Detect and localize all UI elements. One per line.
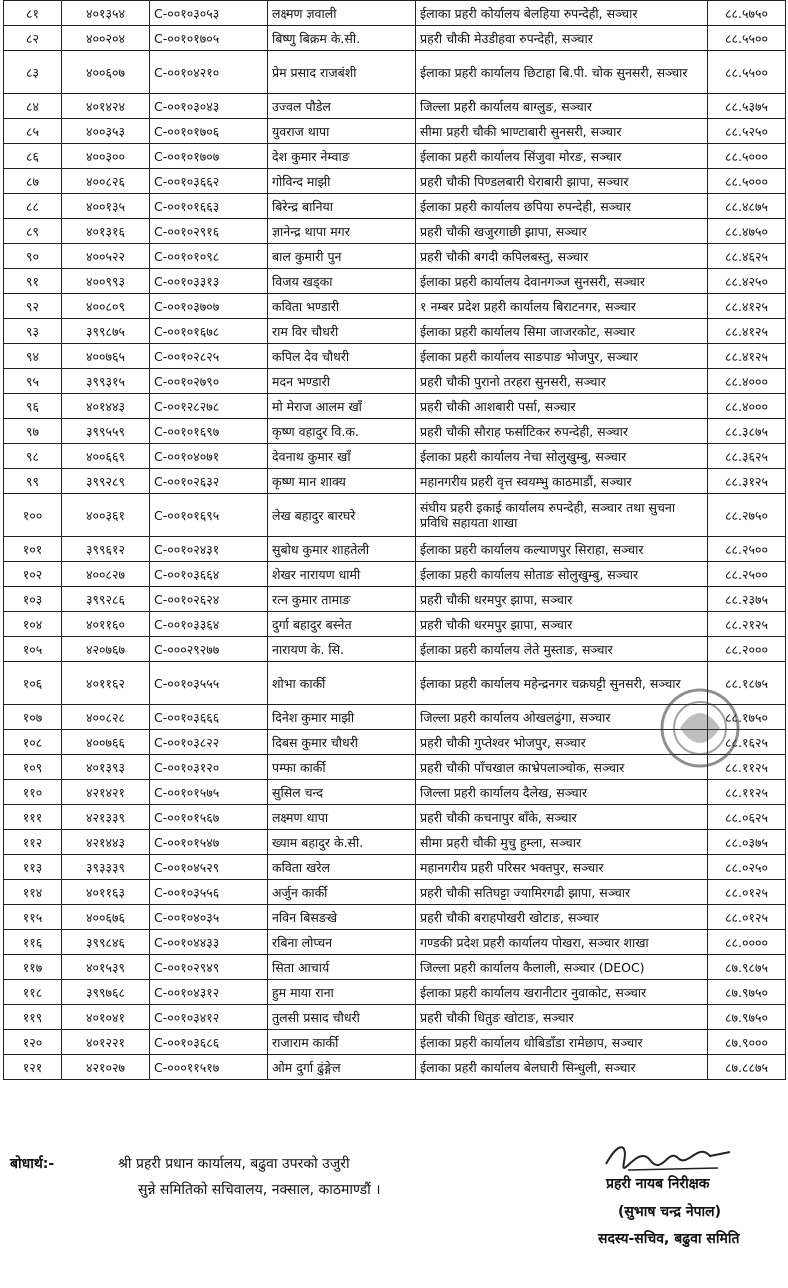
cell-office: ईलाका प्रहरी कार्यालय छिटाहा बि.पी. चोक सुनसरी, सञ्चार (416, 51, 708, 94)
cell-score: ८८.४७५० (708, 219, 786, 244)
cell-serial: १०३ (4, 587, 62, 612)
cell-employee-number: ४०११६२ (62, 662, 150, 705)
cell-score: ८८.४००० (708, 369, 786, 394)
cell-code: C-००१०१७०६ (150, 119, 268, 144)
cell-employee-number: ३९९६१२ (62, 537, 150, 562)
cell-office: ईलाका प्रहरी कार्यालय महेन्द्रनगर चक्रघट्टी सुनसरी, सञ्चार (416, 662, 708, 705)
cell-score: ८८.११२५ (708, 780, 786, 805)
cell-name: कृष्ण वहादुर वि.क. (268, 419, 416, 444)
table-row (4, 51, 786, 94)
cell-score: ८८.२७५० (708, 494, 786, 537)
cell-code: C-०००११५१७ (150, 1055, 268, 1080)
table-row (4, 1030, 786, 1055)
cell-code: C-००१०१०९८ (150, 244, 268, 269)
cell-serial: ८२ (4, 26, 62, 51)
cell-score: ८८.०२५० (708, 855, 786, 880)
cell-employee-number: ४००८२८ (62, 705, 150, 730)
cell-office: जिल्ला प्रहरी कार्यालय बाग्लुङ, सञ्चार (416, 94, 708, 119)
table-row (4, 469, 786, 494)
cell-score: ८८.०१२५ (708, 880, 786, 905)
cell-name: लेख बहादुर बारघरे (268, 494, 416, 537)
cell-code: C-००१०१५४७ (150, 830, 268, 855)
cell-score: ८८.३१२५ (708, 469, 786, 494)
cell-name: ज्ञानेन्द्र थापा मगर (268, 219, 416, 244)
cell-office: प्रहरी चौकी खजुरगाछी झापा, सञ्चार (416, 219, 708, 244)
cell-code: C-००१०१७०५ (150, 26, 268, 51)
cell-name: युवराज थापा (268, 119, 416, 144)
cell-employee-number: ३९९२८९ (62, 469, 150, 494)
cell-name: ओम दुर्गा ढुंङ्गेल (268, 1055, 416, 1080)
promotion-list-table (3, 0, 786, 1080)
table-row (4, 905, 786, 930)
cell-office: प्रहरी चौकी सौराह फर्साटिकर रुपन्देही, सञ्चार (416, 419, 708, 444)
cell-score: ८८.२००० (708, 637, 786, 662)
table-row (4, 344, 786, 369)
cell-code: C-००१०२९१६ (150, 219, 268, 244)
cell-name: मदन भण्डारी (268, 369, 416, 394)
table-row (4, 194, 786, 219)
cell-employee-number: ४०१५३९ (62, 955, 150, 980)
cell-serial: ११४ (4, 880, 62, 905)
cell-name: शेखर नारायण धामी (268, 562, 416, 587)
cell-code: C-००१०३०४३ (150, 94, 268, 119)
cell-employee-number: ४००३५३ (62, 119, 150, 144)
cell-serial: ९८ (4, 444, 62, 469)
cell-employee-number: ४०१३९३ (62, 755, 150, 780)
cell-serial: १०६ (4, 662, 62, 705)
table-row (4, 169, 786, 194)
cell-name: सुबोध कुमार शाहतेली (268, 537, 416, 562)
table-row (4, 1005, 786, 1030)
cell-code: C-००१०४४३३ (150, 930, 268, 955)
table-row (4, 394, 786, 419)
cell-name: पम्फा कार्की (268, 755, 416, 780)
cell-code: C-००१०२८२५ (150, 344, 268, 369)
cell-office: ईलाका प्रहरी कार्यालय देवानगञ्ज सुनसरी, सञ्चार (416, 269, 708, 294)
table-row (4, 537, 786, 562)
cell-code: C-०००२९२७७ (150, 637, 268, 662)
cell-score: ८८.०६२५ (708, 805, 786, 830)
cell-serial: ९५ (4, 369, 62, 394)
cell-name: अर्जुन कार्की (268, 880, 416, 905)
cell-employee-number: ४२१४४३ (62, 830, 150, 855)
cell-name: सिता आचार्य (268, 955, 416, 980)
cell-score: ८८.०३७५ (708, 830, 786, 855)
cell-office: ईलाका प्रहरी कार्यालय लेते मुस्ताङ, सञ्चार (416, 637, 708, 662)
table-body (4, 1, 786, 1080)
table-row (4, 755, 786, 780)
table-row (4, 855, 786, 880)
cell-serial: ११५ (4, 905, 62, 930)
cell-score: ८७.९७५० (708, 1005, 786, 1030)
cell-serial: ९९ (4, 469, 62, 494)
cell-name: देवनाथ कुमार खाँ (268, 444, 416, 469)
table-row (4, 830, 786, 855)
cell-employee-number: ४००८२७ (62, 562, 150, 587)
cell-code: C-००१०३८२२ (150, 730, 268, 755)
cell-employee-number: ३९३३३९ (62, 855, 150, 880)
cell-score: ८८.४२५० (708, 269, 786, 294)
cell-name: गोविन्द माझी (268, 169, 416, 194)
cell-office: जिल्ला प्रहरी कार्यालय कैलाली, सञ्चार (DEOC) (416, 955, 708, 980)
cell-score: ८७.९००० (708, 1030, 786, 1055)
cell-office: प्रहरी चौकी धितुङ खोटाङ, सञ्चार (416, 1005, 708, 1030)
table-row (4, 319, 786, 344)
cell-serial: ११२ (4, 830, 62, 855)
signature (598, 1134, 738, 1178)
cell-office: ईलाका प्रहरी कार्यालय कल्याणपुर सिराहा, सञ्चार (416, 537, 708, 562)
cell-serial: ११८ (4, 980, 62, 1005)
cell-office: महानगरीय प्रहरी वृत्त स्वयम्भु काठमाडौं, सञ्चार (416, 469, 708, 494)
cell-employee-number: ४०१४४३ (62, 394, 150, 419)
cell-office: ईलाका प्रहरी कोर्यालय बेलहिया रुपन्देही, सञ्चार (416, 1, 708, 26)
cell-employee-number: ४०११६० (62, 612, 150, 637)
signatory-role: सदस्य-सचिव, बढुवा समिति (598, 1231, 740, 1247)
cc-line-1: श्री प्रहरी प्रधान कार्यालय, बढुवा उपरको उजुरी (118, 1156, 350, 1172)
cell-office: सीमा प्रहरी चौकी भाण्टाबारी सुनसरी, सञ्चार (416, 119, 708, 144)
cell-employee-number: ४०१०४१ (62, 1005, 150, 1030)
cell-code: C-००१०४०३५ (150, 905, 268, 930)
cell-name: विजय खड्का (268, 269, 416, 294)
cell-score: ८७.९७५० (708, 980, 786, 1005)
cell-name: रबिना लोप्चन (268, 930, 416, 955)
cell-score: ८८.४००० (708, 394, 786, 419)
cell-code: C-००१०३७०७ (150, 294, 268, 319)
cell-name: रत्न कुमार तामाङ (268, 587, 416, 612)
table-row (4, 294, 786, 319)
cell-code: C-००१२८२७८ (150, 394, 268, 419)
table-row (4, 780, 786, 805)
cell-score: ८८.५२५० (708, 119, 786, 144)
cell-score: ८८.५३७५ (708, 94, 786, 119)
table-row (4, 369, 786, 394)
cell-employee-number: ४००६६९ (62, 444, 150, 469)
cell-score: ८८.५००० (708, 169, 786, 194)
table-row (4, 269, 786, 294)
cell-name: नारायण के. सि. (268, 637, 416, 662)
cell-office: ईलाका प्रहरी कार्यालय साङपाङ भोजपुर, सञ्चार (416, 344, 708, 369)
cell-code: C-००१०२६२४ (150, 587, 268, 612)
cell-name: राम विर चौधरी (268, 319, 416, 344)
cell-office: प्रहरी चौकी धरमपुर झापा, सञ्चार (416, 587, 708, 612)
cell-employee-number: ३९९५५९ (62, 419, 150, 444)
cell-serial: ८७ (4, 169, 62, 194)
cell-score: ८८.०१२५ (708, 905, 786, 930)
document-footer (0, 1130, 788, 1288)
cell-score: ८८.११२५ (708, 755, 786, 780)
cell-serial: ११० (4, 780, 62, 805)
cell-code: C-००१०१५६७ (150, 805, 268, 830)
cell-serial: ८४ (4, 94, 62, 119)
cell-office: ईलाका प्रहरी कार्यालय सिमा जाजरकोट, सञ्चार (416, 319, 708, 344)
cell-office: जिल्ला प्रहरी कार्यालय ओखलढुंगा, सञ्चार (416, 705, 708, 730)
cell-office: प्रहरी चौकी धरमपुर झापा, सञ्चार (416, 612, 708, 637)
cell-office: १ नम्बर प्रदेश प्रहरी कार्यालय बिराटनगर, सञ्चार (416, 294, 708, 319)
cell-code: C-००१०४२१० (150, 51, 268, 94)
table-row (4, 219, 786, 244)
cell-serial: १०५ (4, 637, 62, 662)
cell-serial: ९२ (4, 294, 62, 319)
cell-score: ८८.४१२५ (708, 344, 786, 369)
cell-office: सीमा प्रहरी चौकी मुचु हुम्ला, सञ्चार (416, 830, 708, 855)
signatory-title: प्रहरी नायब निरीक्षक (606, 1176, 710, 1192)
table-row (4, 930, 786, 955)
cell-office: ईलाका प्रहरी कार्यालय नेचा सोलुखुम्बु, सञ्चार (416, 444, 708, 469)
cell-employee-number: ३९९८४६ (62, 930, 150, 955)
cell-serial: १०४ (4, 612, 62, 637)
cell-code: C-००१०३५५६ (150, 880, 268, 905)
table-row (4, 144, 786, 169)
cell-score: ८७.८८७५ (708, 1055, 786, 1080)
cell-name: मो मेराज आलम खाँ (268, 394, 416, 419)
cell-score: ८८.४१२५ (708, 319, 786, 344)
cell-name: कृष्ण मान शाक्य (268, 469, 416, 494)
cell-name: सुसिल चन्द (268, 780, 416, 805)
table-row (4, 705, 786, 730)
cell-score: ८८.१६२५ (708, 730, 786, 755)
table-row (4, 1, 786, 26)
cell-employee-number: ४२०७६७ (62, 637, 150, 662)
table-row (4, 494, 786, 537)
cell-employee-number: ३९९३१५ (62, 369, 150, 394)
cell-serial: १०२ (4, 562, 62, 587)
cell-employee-number: ४००१३५ (62, 194, 150, 219)
cell-name: देश कुमार नेम्वाङ (268, 144, 416, 169)
cell-office: ईलाका प्रहरी कार्यालय छपिया रुपन्देही, सञ्चार (416, 194, 708, 219)
cell-code: C-००१०१६९७ (150, 419, 268, 444)
cell-office: प्रहरी चौकी आशबारी पर्सा, सञ्चार (416, 394, 708, 419)
cell-score: ८८.३८७५ (708, 419, 786, 444)
cell-code: C-००१०१५७५ (150, 780, 268, 805)
table-row (4, 444, 786, 469)
cell-score: ८८.०००० (708, 930, 786, 955)
table-row (4, 980, 786, 1005)
cell-office: गण्डकी प्रदेश प्रहरी कार्यालय पोखरा, सञ्चार शाखा (416, 930, 708, 955)
cell-score: ८८.१७५० (708, 705, 786, 730)
cell-employee-number: ४२१३३९ (62, 805, 150, 830)
cell-name: दिनेश कुमार माझी (268, 705, 416, 730)
cell-name: उज्वल पौडेल (268, 94, 416, 119)
cell-name: बिरेन्द्र बानिया (268, 194, 416, 219)
cell-name: प्रेम प्रसाद राजबंशी (268, 51, 416, 94)
table-row (4, 26, 786, 51)
cell-serial: ८८ (4, 194, 62, 219)
cell-office: ईलाका प्रहरी कार्यालय खरानीटार नुवाकोट, सञ्चार (416, 980, 708, 1005)
cell-office: प्रहरी चौकी मेउडीहवा रुपन्देही, सञ्चार (416, 26, 708, 51)
cell-name: राजाराम कार्की (268, 1030, 416, 1055)
table-row (4, 1055, 786, 1080)
cell-score: ८८.२१२५ (708, 612, 786, 637)
cell-office: प्रहरी चौकी पुरानो तरहरा सुनसरी, सञ्चार (416, 369, 708, 394)
cell-office: महानगरीय प्रहरी परिसर भक्तपुर, सञ्चार (416, 855, 708, 880)
cell-office: प्रहरी चौकी गुप्तेश्वर भोजपुर, सञ्चार (416, 730, 708, 755)
cell-name: कविता खरेल (268, 855, 416, 880)
table-row (4, 662, 786, 705)
cell-score: ८८.४८७५ (708, 194, 786, 219)
table-row (4, 119, 786, 144)
cell-score: ८८.५५०० (708, 26, 786, 51)
cell-serial: १२० (4, 1030, 62, 1055)
cell-code: C-००१०३६६४ (150, 562, 268, 587)
cell-code: C-००१०४३१२ (150, 980, 268, 1005)
cell-score: ८८.२५०० (708, 537, 786, 562)
cell-score: ८८.२५०० (708, 562, 786, 587)
cell-serial: ८३ (4, 51, 62, 94)
cell-employee-number: ३९९७६८ (62, 980, 150, 1005)
cell-score: ८८.३६२५ (708, 444, 786, 469)
cell-score: ८८.५५०० (708, 51, 786, 94)
cc-label: बोधार्थ:- (10, 1156, 55, 1172)
cell-office: ईलाका प्रहरी कार्यालय बेलघारी सिन्धुली, सञ्चार (416, 1055, 708, 1080)
cell-code: C-००१०१६७८ (150, 319, 268, 344)
cell-employee-number: ४०११६३ (62, 880, 150, 905)
table-row (4, 955, 786, 980)
cell-employee-number: ४२१४२१ (62, 780, 150, 805)
cell-name: लक्ष्मण ज्ञवाली (268, 1, 416, 26)
cell-name: दिबस कुमार चौधरी (268, 730, 416, 755)
cell-serial: १०१ (4, 537, 62, 562)
cell-code: C-००१०३३१३ (150, 269, 268, 294)
cell-serial: ९७ (4, 419, 62, 444)
cell-code: C-००१०२४३१ (150, 537, 268, 562)
cell-serial: १०९ (4, 755, 62, 780)
cell-name: बिष्णु बिक्रम के.सी. (268, 26, 416, 51)
cell-serial: ११९ (4, 1005, 62, 1030)
cell-employee-number: ४०१३१६ (62, 219, 150, 244)
table-row (4, 805, 786, 830)
cell-serial: १११ (4, 805, 62, 830)
cell-serial: ११७ (4, 955, 62, 980)
cell-code: C-००१०२७९० (150, 369, 268, 394)
cell-serial: ८५ (4, 119, 62, 144)
table-row (4, 880, 786, 905)
cell-employee-number: ४००३६१ (62, 494, 150, 537)
cell-code: C-००१०३१२० (150, 755, 268, 780)
cell-employee-number: ४००८२६ (62, 169, 150, 194)
cell-code: C-००१०१७०७ (150, 144, 268, 169)
cell-office: जिल्ला प्रहरी कार्यालय दैलेख, सञ्चार (416, 780, 708, 805)
cell-serial: १०८ (4, 730, 62, 755)
cell-employee-number: ४००९९३ (62, 269, 150, 294)
table-row (4, 587, 786, 612)
cell-code: C-००१०३३६४ (150, 612, 268, 637)
cell-office: संघीय प्रहरी इकाई कार्यालय रुपन्देही, सञ्चार तथा सुचना प्रविधि सहायता शाखा (416, 494, 708, 537)
table-row (4, 94, 786, 119)
cell-name: हुम माया राना (268, 980, 416, 1005)
cell-employee-number: ४००२०४ (62, 26, 150, 51)
cell-serial: ९० (4, 244, 62, 269)
cell-serial: ८९ (4, 219, 62, 244)
cell-code: C-००१०१६९५ (150, 494, 268, 537)
cell-office: प्रहरी चौकी बगदी कपिलबस्तु, सञ्चार (416, 244, 708, 269)
table-row (4, 419, 786, 444)
cell-office: प्रहरी चौकी पाँचखाल काभ्रेपलाञ्चोक, सञ्चार (416, 755, 708, 780)
cell-office: प्रहरी चौकी पिण्डलबारी घेराबारी झापा, सञ्चार (416, 169, 708, 194)
cell-score: ८८.४६२५ (708, 244, 786, 269)
cell-office: ईलाका प्रहरी कार्यालय सिंजुवा मोरङ, सञ्चार (416, 144, 708, 169)
cell-name: तुलसी प्रसाद चौधरी (268, 1005, 416, 1030)
cell-office: ईलाका प्रहरी कार्यालय सोताङ सोलुखुम्बु, सञ्चार (416, 562, 708, 587)
cell-code: C-००१०२९४९ (150, 955, 268, 980)
table-row (4, 244, 786, 269)
cell-score: ८८.५७५० (708, 1, 786, 26)
cell-serial: ९६ (4, 394, 62, 419)
cell-code: C-००१०४५२९ (150, 855, 268, 880)
cell-serial: ९१ (4, 269, 62, 294)
cell-name: कपिल देव चौधरी (268, 344, 416, 369)
cell-office: ईलाका प्रहरी कार्यालय धोबिडाँडा रामेछाप, सञ्चार (416, 1030, 708, 1055)
cell-code: C-००१०२६३२ (150, 469, 268, 494)
cell-employee-number: ४००७६५ (62, 344, 150, 369)
cell-code: C-००१०३६६६ (150, 705, 268, 730)
cell-name: बाल कुमारी पुन (268, 244, 416, 269)
cell-serial: ८६ (4, 144, 62, 169)
cell-name: कविता भण्डारी (268, 294, 416, 319)
cell-employee-number: ४००८०९ (62, 294, 150, 319)
cell-name: नविन बिसङखे (268, 905, 416, 930)
cell-employee-number: ४०१२२१ (62, 1030, 150, 1055)
table-row (4, 730, 786, 755)
cell-code: C-००१०३६६२ (150, 169, 268, 194)
cell-serial: ९४ (4, 344, 62, 369)
cell-serial: ८१ (4, 1, 62, 26)
cell-employee-number: ४००६७६ (62, 905, 150, 930)
cell-employee-number: ४००७६६ (62, 730, 150, 755)
cell-score: ८८.१८७५ (708, 662, 786, 705)
table-row (4, 637, 786, 662)
cell-serial: ११३ (4, 855, 62, 880)
cell-employee-number: ३९९८७५ (62, 319, 150, 344)
cell-employee-number: ४०१३५४ (62, 1, 150, 26)
cc-line-2: सुन्ने समितिको सचिवालय, नक्साल, काठमाण्डौं । (138, 1182, 381, 1198)
cell-score: ८७.९८७५ (708, 955, 786, 980)
cell-serial: १२१ (4, 1055, 62, 1080)
cell-employee-number: ४००३०० (62, 144, 150, 169)
cell-serial: ११६ (4, 930, 62, 955)
cell-office: प्रहरी चौकी बराहपोखरी खोटाङ, सञ्चार (416, 905, 708, 930)
cell-employee-number: ४०१४२४ (62, 94, 150, 119)
cell-code: C-००१०३४१२ (150, 1005, 268, 1030)
table-row (4, 612, 786, 637)
cell-serial: १०० (4, 494, 62, 537)
signatory-name: (सुभाष चन्द्र नेपाल) (618, 1204, 722, 1220)
cell-name: ख्याम बहादुर के.सी. (268, 830, 416, 855)
cell-code: C-००१०१६६३ (150, 194, 268, 219)
cell-office: प्रहरी चौकी सतिघट्टा ज्यामिरगढी झापा, सञ्चार (416, 880, 708, 905)
cell-employee-number: ४००६०७ (62, 51, 150, 94)
table-row (4, 562, 786, 587)
cell-office: प्रहरी चौकी कचनापुर बाँके, सञ्चार (416, 805, 708, 830)
cell-score: ८८.४१२५ (708, 294, 786, 319)
cell-code: C-००१०३०५३ (150, 1, 268, 26)
cell-serial: ९३ (4, 319, 62, 344)
cell-code: C-००१०३५५५ (150, 662, 268, 705)
cell-score: ८८.५००० (708, 144, 786, 169)
cell-code: C-००१०४०७१ (150, 444, 268, 469)
cell-code: C-००१०३६८६ (150, 1030, 268, 1055)
cell-name: दुर्गा बहादुर बस्नेत (268, 612, 416, 637)
cell-score: ८८.२३७५ (708, 587, 786, 612)
cell-name: लक्ष्मण थापा (268, 805, 416, 830)
cell-serial: १०७ (4, 705, 62, 730)
cell-employee-number: ३९९२८६ (62, 587, 150, 612)
cell-employee-number: ४२१०२७ (62, 1055, 150, 1080)
cell-name: शोभा कार्की (268, 662, 416, 705)
cell-employee-number: ४००५२२ (62, 244, 150, 269)
